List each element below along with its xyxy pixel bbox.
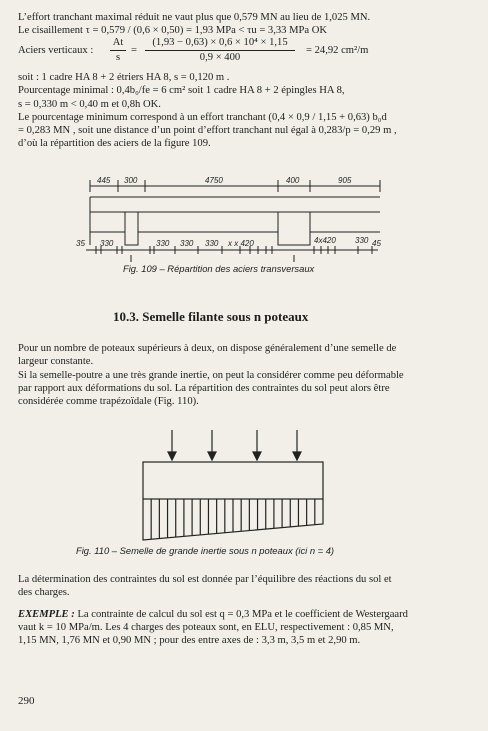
text-line: La détermination des contraintes du sol est donnée par l’équilibre des réactions du sol et [18,574,392,585]
example-text: La contrainte de calcul du sol est q = 0,3 MPa et le coefficient de Westergaard [74,609,408,620]
stirrup-label: 35 [76,239,85,248]
load-arrowhead [293,452,301,460]
load-arrowhead [168,452,176,460]
text-line: 1,15 MN, 1,76 MN et 0,90 MN ; pour des entre axes de : 3,3 m, 3,5 m et 2,90 m. [18,635,361,646]
text-line: Pourcentage minimal : 0,4b₀/fe = 6 cm² soit 1 cadre HA 8 + 2 épingles HA 8, [18,85,345,96]
fraction-numerator: (1,93 − 0,63) × 0,6 × 10⁴ × 1,15 [152,37,288,48]
text-line: vaut k = 10 MPa/m. Les 4 charges des poteaux sont, en ELU, respectivement : 0,85 MN, [18,622,394,633]
stirrup-label: 330 [205,239,219,248]
example-label: EXEMPLE : [18,609,75,620]
text-line: soit : 1 cadre HA 8 + 2 étriers HA 8, s = 0,120 m . [18,72,230,83]
stirrup-label: 330 [156,239,170,248]
text-line: Pour un nombre de poteaux supérieurs à deux, on dispose généralement d’une semelle de [18,343,397,354]
fraction-denominator: s [115,52,121,63]
figure-caption: Fig. 110 – Semelle de grande inertie sous n poteaux (ici n = 4) [76,545,335,556]
stirrup-label: 45 [372,239,381,248]
stirrup-label: 330 [100,239,114,248]
load-arrowhead [208,452,216,460]
text-line: Si la semelle-poutre a une très grande inertie, on peut la considérer comme peu déformable [18,370,404,381]
dim-label: 400 [286,176,300,185]
text-line: L’effort tranchant maximal réduit ne vaut plus que 0,579 MN au lieu de 1,025 MN. [18,12,371,23]
dim-label: 4750 [205,176,223,185]
stirrup-label: x x 420 [228,239,254,248]
fraction-numerator: At [112,37,124,48]
stirrup-label: 330 [355,236,369,245]
text-line: d’où la répartition des aciers de la figure 109. [18,138,211,149]
formula-label: Aciers verticaux : [18,45,94,56]
example-line [18,608,408,621]
load-arrowhead [253,452,261,460]
footing-beam [143,462,323,499]
text-line: par rapport aux déformations du sol. La répartition des contraintes du sol peut alors être [18,383,390,394]
text-line: Le cisaillement τ = 0,579 / (0,6 × 0,50) = 1,93 MPa < τu = 3,33 MPa OK [18,25,328,36]
stirrup-label: 330 [180,239,194,248]
page-number: 290 [18,695,35,707]
text-line: s = 0,330 m < 0,40 m et 0,8h OK. [18,99,161,110]
formula-result: = 24,92 cm²/m [306,45,369,56]
dim-label: 300 [124,176,138,185]
figure-caption: Fig. 109 – Répartition des aciers transversaux [123,263,315,274]
text-line: considérée comme trapézoïdale (Fig. 110). [18,396,199,407]
stirrup-label: 4x420 [314,236,336,245]
dim-label: 445 [97,176,111,185]
text-line: Le pourcentage minimum correspond à un effort tranchant (0,4 × 0,9 / 1,15 + 0,63) b₀d [18,112,387,123]
equals-sign: = [131,45,137,56]
fraction-denominator: 0,9 × 400 [199,52,241,63]
text-line: des charges. [18,587,70,598]
text-line: = 0,283 MN , soit une distance d’un point d’effort tranchant nul égal à 0,283/p = 0,29 m , [18,125,397,136]
text-line: largeur constante. [18,356,94,367]
section-title: 10.3. Semelle filante sous n poteaux [113,309,309,324]
dim-label: 905 [338,176,352,185]
